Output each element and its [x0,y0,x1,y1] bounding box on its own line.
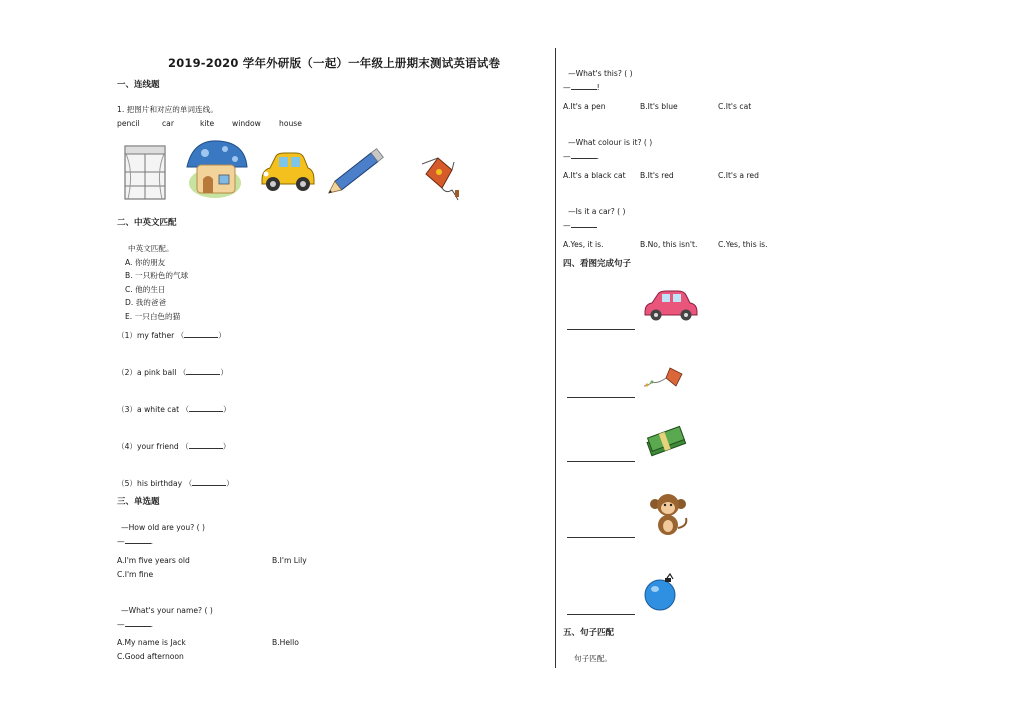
q2-option-a[interactable]: A.My name is Jack [117,638,186,647]
section-1-heading: 一、连线题 [117,80,160,90]
pencil-icon[interactable] [325,140,393,200]
item-number: （2） [117,368,138,377]
close-paren: ） [220,368,228,377]
answer-blank[interactable] [189,448,223,449]
question-2: —What's your name? ( ) [121,606,213,615]
match-item-2 [117,367,228,378]
answer-blank[interactable] [571,227,597,228]
option-b: B. 一只粉色的气球 [125,271,189,280]
item-text: your friend [137,442,179,451]
kite-icon[interactable] [412,152,464,202]
answer-blank[interactable] [189,411,223,412]
word-car[interactable]: car [162,119,174,128]
open-paren: （ [178,368,187,377]
answer-line-2 [117,620,153,629]
answer-line-picture-2[interactable] [567,397,635,398]
close-paren: ） [222,442,231,451]
item-number: （3） [117,405,138,414]
item-text: his birthday [137,479,183,488]
q4-option-c[interactable]: C.It's a red [718,171,759,180]
option-d: D. 我的爸爸 [125,298,167,307]
word-pencil[interactable]: pencil [117,119,140,128]
q4-option-b[interactable]: B.It's red [640,171,674,180]
monkey-icon [648,492,690,536]
answer-blank[interactable] [571,158,597,159]
close-paren: ） [223,405,231,414]
section-2-intro: 中英文匹配。 [128,244,174,253]
answer-blank[interactable] [192,485,226,486]
open-paren: （ [181,405,190,414]
answer-line-picture-3[interactable] [567,461,635,462]
answer-line-5 [563,221,597,230]
dash: — [563,83,571,92]
close-paren: ） [226,479,234,488]
answer-line-4 [563,152,599,161]
item-number: （5） [117,479,138,488]
answer-line-1 [117,537,153,546]
item-number: （1） [117,331,138,340]
end-mark: . [596,152,600,161]
end-mark: ! [596,83,600,92]
money-icon [644,424,688,460]
q1-option-c[interactable]: C.I'm fine [117,570,154,579]
q2-option-c[interactable]: C.Good afternoon [117,652,184,661]
section-5-heading: 五、句子匹配 [563,628,615,638]
end-mark: . [150,537,154,546]
item-text: a white cat [137,405,180,414]
answer-blank[interactable] [184,337,218,338]
end-mark: . [150,620,154,629]
q3-option-b[interactable]: B.It's blue [640,102,678,111]
answer-blank[interactable] [571,89,597,90]
dash: — [563,152,571,161]
window-icon[interactable] [120,142,170,202]
word-house[interactable]: house [279,119,302,128]
section-2-heading: 二、中英文匹配 [117,218,177,228]
item-number: （4） [117,442,138,451]
kite-small-icon [642,364,688,394]
section-4-heading: 四、看图完成句子 [563,259,632,269]
dash: — [117,537,125,546]
section-5-intro: 句子匹配。 [574,654,612,663]
q5-option-c[interactable]: C.Yes, this is. [718,240,768,249]
question-5: —Is it a car? ( ) [568,207,626,216]
q5-option-a[interactable]: A.Yes, it is. [563,240,604,249]
page-title: 2019-2020 学年外研版（一起）一年级上册期末测试英语试卷 [168,56,501,70]
open-paren: （ [184,479,193,488]
match-item-1 [117,330,226,341]
question-3: —What's this? ( ) [568,69,633,78]
column-divider [555,48,556,668]
match-item-3 [117,404,231,415]
answer-blank[interactable] [125,543,151,544]
q5-option-b[interactable]: B.No, this isn't. [640,240,698,249]
close-paren: ） [218,331,226,340]
answer-line-3 [563,83,600,92]
question-1: —How old are you? ( ) [121,523,205,532]
blue-ball-icon [643,572,679,612]
answer-blank[interactable] [125,626,151,627]
q1-option-a[interactable]: A.I'm five years old [117,556,190,565]
q1-option-b[interactable]: B.I'm Lily [272,556,307,565]
option-a: A. 你的朋友 [125,258,166,267]
open-paren: （ [176,331,185,340]
match-item-4 [117,441,230,452]
word-kite[interactable]: kite [200,119,215,128]
answer-line-picture-5[interactable] [567,614,635,615]
answer-line-picture-4[interactable] [567,537,635,538]
dash: — [117,620,125,629]
open-paren: （ [181,442,189,451]
q3-option-c[interactable]: C.It's cat [718,102,752,111]
option-e: E. 一只白色的猫 [125,312,181,321]
q4-option-a[interactable]: A.It's a black cat [563,171,626,180]
item-text: a pink ball [137,368,177,377]
answer-line-picture-1[interactable] [567,329,635,330]
section-1-instruction: 1. 把图片和对应的单词连线。 [117,105,218,114]
q2-option-b[interactable]: B.Hello [272,638,299,647]
pink-car-icon [642,288,700,324]
word-window[interactable]: window [232,119,261,128]
mushroom-house-icon[interactable] [183,137,251,199]
item-text: my father [137,331,175,340]
option-c: C. 他的生日 [125,285,166,294]
section-3-heading: 三、单选题 [117,497,160,507]
answer-blank[interactable] [186,374,220,375]
car-icon[interactable] [258,150,316,196]
q3-option-a[interactable]: A.It's a pen [563,102,606,111]
question-4: —What colour is it? ( ) [568,138,653,147]
dash: — [563,221,571,230]
match-item-5 [117,478,234,489]
